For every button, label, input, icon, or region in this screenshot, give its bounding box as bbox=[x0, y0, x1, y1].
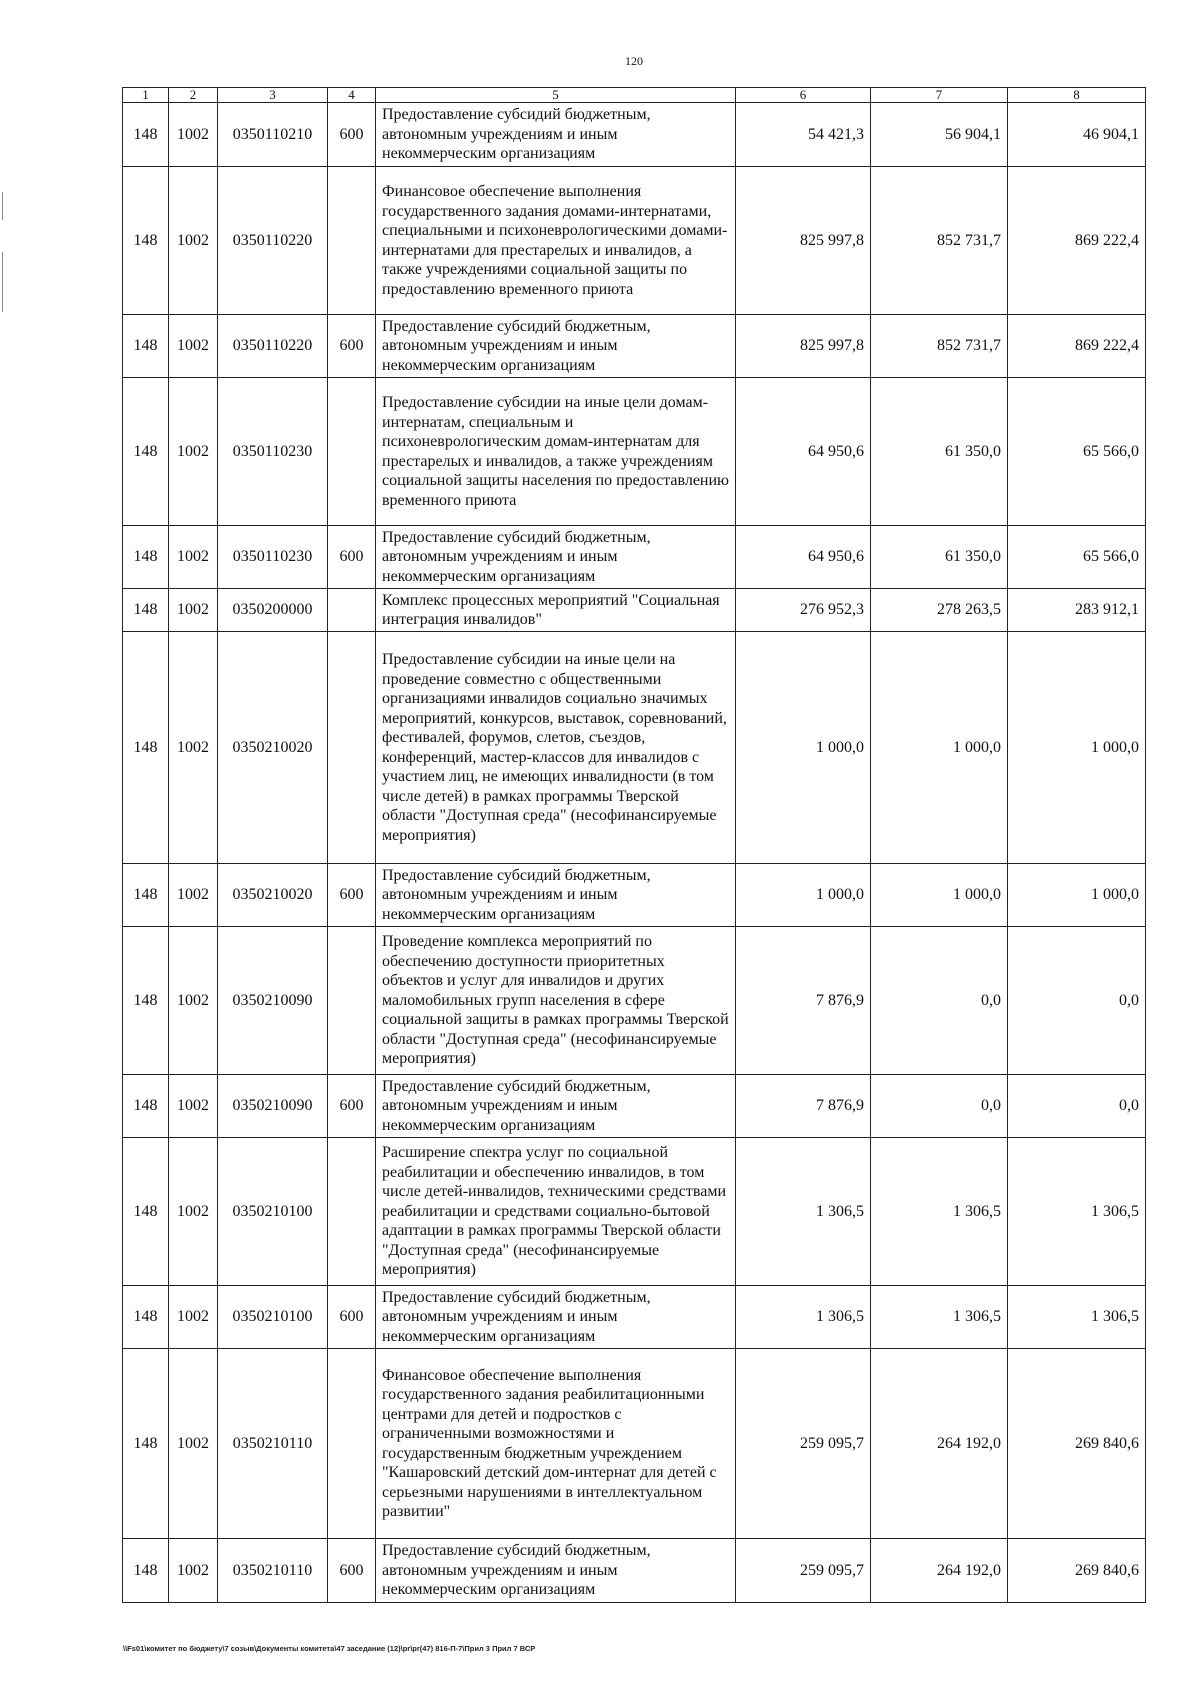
table-row bbox=[123, 632, 1146, 864]
cell-target-article: 0350110210 bbox=[218, 103, 328, 167]
cell-target-article: 0350210090 bbox=[218, 927, 328, 1075]
cell-amount-8: 1 000,0 bbox=[1008, 864, 1146, 927]
cell-amount-6: 64 950,6 bbox=[736, 526, 871, 589]
cell-target-article: 0350110230 bbox=[218, 526, 328, 589]
table-row bbox=[123, 589, 1146, 632]
cell-target-article: 0350210100 bbox=[218, 1286, 328, 1349]
cell-section-code: 1002 bbox=[169, 1075, 218, 1138]
cell-amount-7: 0,0 bbox=[871, 1075, 1008, 1138]
table-row bbox=[123, 1138, 1146, 1286]
cell-target-article: 0350110220 bbox=[218, 315, 328, 378]
cell-amount-7: 61 350,0 bbox=[871, 526, 1008, 589]
cell-amount-6: 825 997,8 bbox=[736, 167, 871, 315]
cell-amount-8: 1 306,5 bbox=[1008, 1286, 1146, 1349]
cell-section-code: 1002 bbox=[169, 167, 218, 315]
column-header: 1 bbox=[123, 88, 169, 103]
cell-amount-7: 1 306,5 bbox=[871, 1138, 1008, 1286]
cell-description: Предоставление субсидий бюджетным, автономным учреждениям и иным некоммерческим организациям bbox=[376, 864, 736, 927]
cell-administrator-code: 148 bbox=[123, 927, 169, 1075]
cell-amount-7: 278 263,5 bbox=[871, 589, 1008, 632]
cell-amount-6: 276 952,3 bbox=[736, 589, 871, 632]
column-header: 6 bbox=[736, 88, 871, 103]
table-row bbox=[123, 927, 1146, 1075]
table-row bbox=[123, 1075, 1146, 1138]
cell-amount-7: 264 192,0 bbox=[871, 1349, 1008, 1539]
cell-description: Предоставление субсидий бюджетным, автономным учреждениям и иным некоммерческим организациям bbox=[376, 1075, 736, 1138]
cell-administrator-code: 148 bbox=[123, 1075, 169, 1138]
cell-target-article: 0350110230 bbox=[218, 378, 328, 526]
table-row bbox=[123, 103, 1146, 167]
cell-administrator-code: 148 bbox=[123, 315, 169, 378]
cell-expense-type bbox=[328, 167, 376, 315]
cell-amount-8: 869 222,4 bbox=[1008, 167, 1146, 315]
column-header: 7 bbox=[871, 88, 1008, 103]
header-row bbox=[123, 88, 1146, 103]
cell-description: Предоставление субсидии на иные цели на проведение совместно с общественными организациями инвалидов социально значимых мероприятий, конкурсов, выставок, соревнований, фестивалей, форумов, слетов, съездов, конференций, мастер-классов для инвалидов с участием лиц, не имеющих инвалидности (в том числе детей) в рамках программы Тверской области "Доступная среда" (несофинансируемые мероприятия) bbox=[376, 632, 736, 864]
cell-target-article: 0350210020 bbox=[218, 864, 328, 927]
cell-description: Проведение комплекса мероприятий по обеспечению доступности приоритетных объектов и услуг для инвалидов и других маломобильных групп населения в сфере социальной защиты в рамках программы Тверской области "Доступная среда" (несофинансируемые мероприятия) bbox=[376, 927, 736, 1075]
column-header: 8 bbox=[1008, 88, 1146, 103]
cell-target-article: 0350110220 bbox=[218, 167, 328, 315]
cell-amount-6: 7 876,9 bbox=[736, 927, 871, 1075]
cell-expense-type bbox=[328, 589, 376, 632]
cell-expense-type bbox=[328, 1138, 376, 1286]
cell-target-article: 0350210090 bbox=[218, 1075, 328, 1138]
cell-amount-8: 65 566,0 bbox=[1008, 526, 1146, 589]
cell-target-article: 0350210110 bbox=[218, 1349, 328, 1539]
cell-amount-7: 56 904,1 bbox=[871, 103, 1008, 167]
cell-amount-8: 0,0 bbox=[1008, 1075, 1146, 1138]
cell-amount-6: 7 876,9 bbox=[736, 1075, 871, 1138]
column-header: 3 bbox=[218, 88, 328, 103]
cell-section-code: 1002 bbox=[169, 1138, 218, 1286]
cell-amount-7: 1 306,5 bbox=[871, 1286, 1008, 1349]
cell-amount-6: 259 095,7 bbox=[736, 1349, 871, 1539]
cell-section-code: 1002 bbox=[169, 103, 218, 167]
cell-description: Комплекс процессных мероприятий "Социальная интеграция инвалидов" bbox=[376, 589, 736, 632]
cell-section-code: 1002 bbox=[169, 315, 218, 378]
cell-administrator-code: 148 bbox=[123, 1286, 169, 1349]
cell-target-article: 0350200000 bbox=[218, 589, 328, 632]
cell-amount-8: 0,0 bbox=[1008, 927, 1146, 1075]
cell-description: Финансовое обеспечение выполнения государственного задания реабилитационными центрами для детей и подростков с ограниченными возможностями и государственным бюджетным учреждением "Кашаровский детский дом-интернат для детей с серьезными нарушениями в интеллектуальном развитии" bbox=[376, 1349, 736, 1539]
cell-amount-7: 1 000,0 bbox=[871, 864, 1008, 927]
cell-administrator-code: 148 bbox=[123, 378, 169, 526]
cell-amount-6: 54 421,3 bbox=[736, 103, 871, 167]
cell-amount-7: 852 731,7 bbox=[871, 167, 1008, 315]
cell-administrator-code: 148 bbox=[123, 1349, 169, 1539]
cell-amount-6: 1 000,0 bbox=[736, 864, 871, 927]
cell-amount-6: 64 950,6 bbox=[736, 378, 871, 526]
column-header: 5 bbox=[376, 88, 736, 103]
cell-section-code: 1002 bbox=[169, 378, 218, 526]
cell-description: Предоставление субсидий бюджетным, автономным учреждениям и иным некоммерческим организациям bbox=[376, 1539, 736, 1603]
cell-amount-8: 869 222,4 bbox=[1008, 315, 1146, 378]
column-header: 2 bbox=[169, 88, 218, 103]
cell-amount-7: 264 192,0 bbox=[871, 1539, 1008, 1603]
cell-section-code: 1002 bbox=[169, 632, 218, 864]
cell-amount-6: 1 000,0 bbox=[736, 632, 871, 864]
table-row bbox=[123, 167, 1146, 315]
cell-section-code: 1002 bbox=[169, 526, 218, 589]
cell-administrator-code: 148 bbox=[123, 167, 169, 315]
cell-administrator-code: 148 bbox=[123, 589, 169, 632]
table-row bbox=[123, 1349, 1146, 1539]
table-row bbox=[123, 864, 1146, 927]
cell-amount-6: 1 306,5 bbox=[736, 1138, 871, 1286]
table-row bbox=[123, 315, 1146, 378]
cell-description: Финансовое обеспечение выполнения государственного задания домами-интернатами, специальными и психоневрологическими домами-интернатами для престарелых и инвалидов, а также учреждениями социальной защиты по предоставлению временного приюта bbox=[376, 167, 736, 315]
cell-amount-8: 65 566,0 bbox=[1008, 378, 1146, 526]
budget-table bbox=[122, 87, 1146, 1603]
cell-amount-6: 1 306,5 bbox=[736, 1286, 871, 1349]
footer-file-path: \\Fs01\комитет по бюджету\7 созыв\Документы комитета\47 заседание (12)\pr\pr(47) 816-П-7\Прил 3 Прил 7 ВСР bbox=[123, 1644, 536, 1653]
cell-amount-7: 61 350,0 bbox=[871, 378, 1008, 526]
cell-section-code: 1002 bbox=[169, 864, 218, 927]
cell-administrator-code: 148 bbox=[123, 526, 169, 589]
cell-amount-7: 852 731,7 bbox=[871, 315, 1008, 378]
cell-target-article: 0350210100 bbox=[218, 1138, 328, 1286]
cell-amount-6: 259 095,7 bbox=[736, 1539, 871, 1603]
cell-expense-type: 600 bbox=[328, 1075, 376, 1138]
cell-section-code: 1002 bbox=[169, 1286, 218, 1349]
cell-expense-type bbox=[328, 927, 376, 1075]
cell-description: Предоставление субсидий бюджетным, автономным учреждениям и иным некоммерческим организациям bbox=[376, 315, 736, 378]
cell-target-article: 0350210020 bbox=[218, 632, 328, 864]
cell-expense-type bbox=[328, 1349, 376, 1539]
scan-artifact-line bbox=[2, 192, 3, 220]
cell-amount-6: 825 997,8 bbox=[736, 315, 871, 378]
cell-administrator-code: 148 bbox=[123, 864, 169, 927]
cell-description: Предоставление субсидий бюджетным, автономным учреждениям и иным некоммерческим организациям bbox=[376, 103, 736, 167]
scan-artifact-line bbox=[2, 252, 3, 312]
cell-expense-type: 600 bbox=[328, 315, 376, 378]
cell-administrator-code: 148 bbox=[123, 103, 169, 167]
column-header: 4 bbox=[328, 88, 376, 103]
table-row bbox=[123, 1286, 1146, 1349]
cell-section-code: 1002 bbox=[169, 589, 218, 632]
cell-amount-8: 283 912,1 bbox=[1008, 589, 1146, 632]
cell-target-article: 0350210110 bbox=[218, 1539, 328, 1603]
cell-section-code: 1002 bbox=[169, 927, 218, 1075]
cell-expense-type: 600 bbox=[328, 1539, 376, 1603]
cell-description: Предоставление субсидии на иные цели домам-интернатам, специальным и психоневрологическим домам-интернатам для престарелых и инвалидов, а также учреждениям социальной защиты населения по предоставлению временного приюта bbox=[376, 378, 736, 526]
cell-expense-type bbox=[328, 632, 376, 864]
cell-description: Расширение спектра услуг по социальной реабилитации и обеспечению инвалидов, в том числе детей-инвалидов, техническими средствами реабилитации и средствами социально-бытовой адаптации в рамках программы Тверской области "Доступная среда" (несофинансируемые мероприятия) bbox=[376, 1138, 736, 1286]
cell-amount-8: 269 840,6 bbox=[1008, 1539, 1146, 1603]
cell-amount-7: 1 000,0 bbox=[871, 632, 1008, 864]
cell-expense-type: 600 bbox=[328, 103, 376, 167]
cell-expense-type bbox=[328, 378, 376, 526]
table-row bbox=[123, 526, 1146, 589]
cell-section-code: 1002 bbox=[169, 1349, 218, 1539]
page-number: 120 bbox=[625, 54, 643, 68]
cell-expense-type: 600 bbox=[328, 1286, 376, 1349]
cell-administrator-code: 148 bbox=[123, 1138, 169, 1286]
cell-section-code: 1002 bbox=[169, 1539, 218, 1603]
cell-description: Предоставление субсидий бюджетным, автономным учреждениям и иным некоммерческим организациям bbox=[376, 1286, 736, 1349]
cell-amount-8: 1 000,0 bbox=[1008, 632, 1146, 864]
cell-amount-8: 1 306,5 bbox=[1008, 1138, 1146, 1286]
cell-expense-type: 600 bbox=[328, 526, 376, 589]
table-row bbox=[123, 1539, 1146, 1603]
cell-administrator-code: 148 bbox=[123, 1539, 169, 1603]
cell-administrator-code: 148 bbox=[123, 632, 169, 864]
table-row bbox=[123, 378, 1146, 526]
cell-amount-8: 46 904,1 bbox=[1008, 103, 1146, 167]
cell-amount-7: 0,0 bbox=[871, 927, 1008, 1075]
cell-amount-8: 269 840,6 bbox=[1008, 1349, 1146, 1539]
cell-expense-type: 600 bbox=[328, 864, 376, 927]
cell-description: Предоставление субсидий бюджетным, автономным учреждениям и иным некоммерческим организациям bbox=[376, 526, 736, 589]
